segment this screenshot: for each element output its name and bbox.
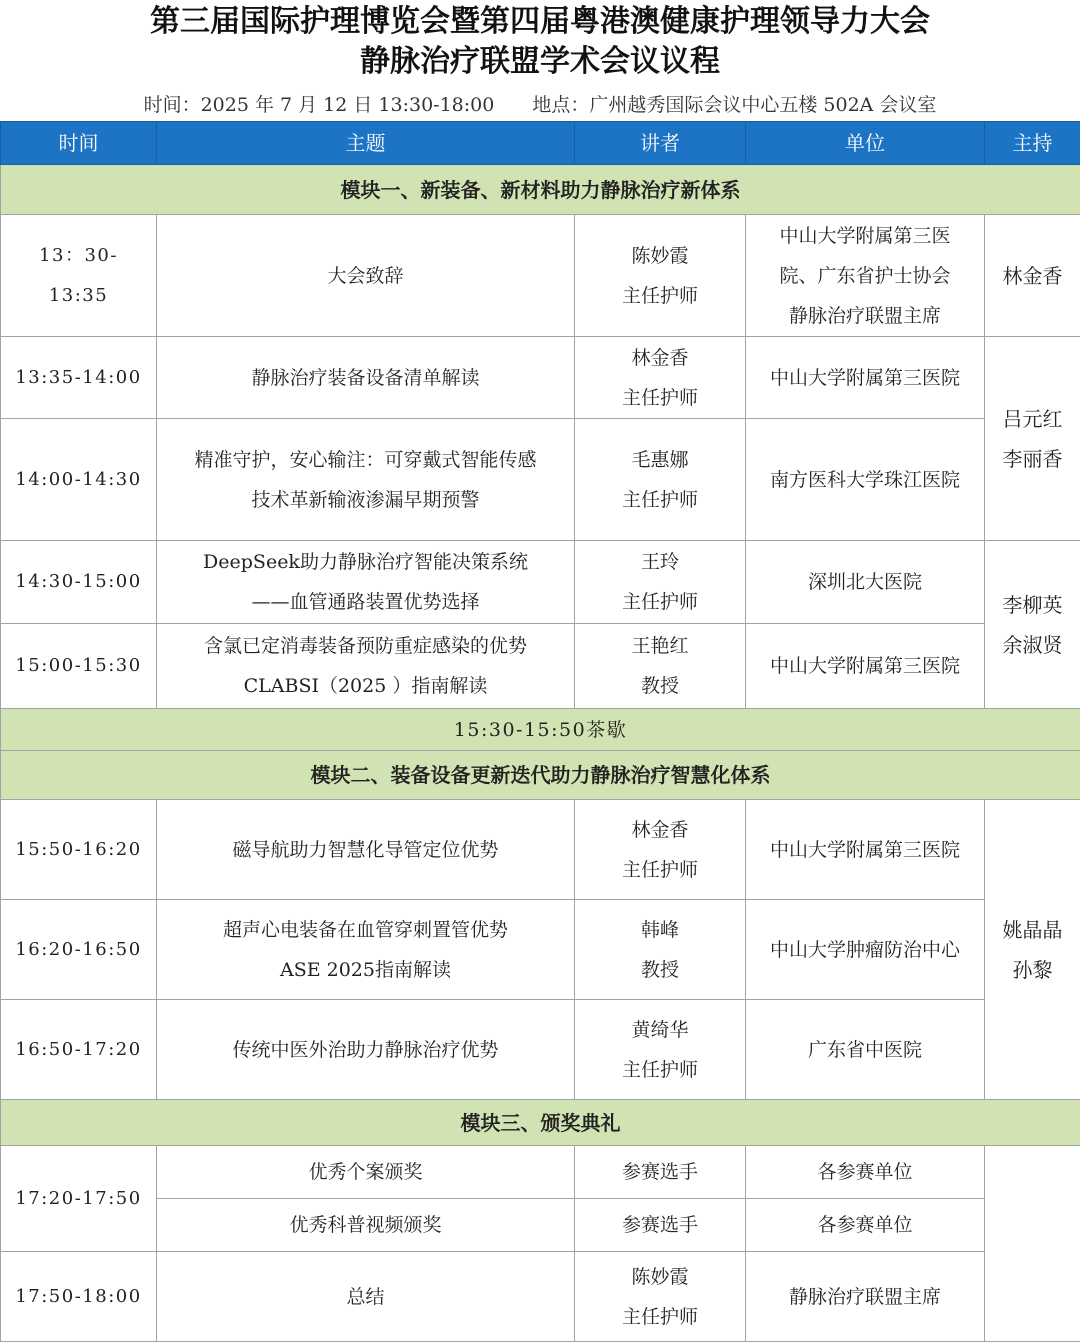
time-cell: 13:35-14:00 <box>1 337 157 419</box>
speaker-title: 主任护师 <box>579 1297 741 1337</box>
unit-cell <box>746 1252 985 1342</box>
speaker-title: 主任护师 <box>579 850 741 890</box>
speaker-title: 主任护师 <box>579 582 741 622</box>
topic-cell <box>157 337 575 419</box>
unit-text: 静脉治疗联盟主席 <box>750 1277 980 1317</box>
time-cell: 15:00-15:30 <box>1 624 157 709</box>
table-row <box>1 1146 1080 1199</box>
topic-text: 传统中医外治助力静脉治疗优势 <box>161 1030 570 1070</box>
speaker-title: 教授 <box>579 666 741 706</box>
unit-cell <box>746 419 985 541</box>
speaker-cell <box>575 800 746 900</box>
module-title: 模块三、颁奖典礼 <box>1 1100 1080 1146</box>
speaker-cell <box>575 1252 746 1342</box>
topic-cell <box>157 1000 575 1100</box>
unit-text: 南方医科大学珠江医院 <box>750 460 980 500</box>
header-speaker: 讲者 <box>575 122 746 165</box>
speaker-cell <box>575 1146 746 1199</box>
speaker-name: 林金香 <box>579 810 741 850</box>
topic-cell <box>157 1252 575 1342</box>
speaker-title: 教授 <box>579 950 741 990</box>
table-row <box>1 1252 1080 1342</box>
unit-cell <box>746 337 985 419</box>
header-time: 时间 <box>1 122 157 165</box>
speaker-title: 主任护师 <box>579 276 741 316</box>
speaker-name: 林金香 <box>579 338 741 378</box>
speaker-cell <box>575 1199 746 1252</box>
speaker-title: 主任护师 <box>579 480 741 520</box>
time-cell: 17:50-18:00 <box>1 1252 157 1342</box>
topic-text: 优秀个案颁奖 <box>161 1152 570 1192</box>
table-row <box>1 1000 1080 1100</box>
topic-cell <box>157 1199 575 1252</box>
module-row <box>1 165 1080 215</box>
unit-text: 各参赛单位 <box>750 1152 980 1192</box>
topic-text: 大会致辞 <box>161 256 570 296</box>
table-row <box>1 541 1080 624</box>
topic-cell <box>157 419 575 541</box>
unit-cell <box>746 900 985 1000</box>
agenda-title-line1: 第三届国际护理博览会暨第四届粤港澳健康护理领导力大会 <box>0 2 1080 42</box>
time-cell <box>1 215 157 337</box>
unit-text: 中山大学肿瘤防治中心 <box>750 930 980 970</box>
speaker-name: 毛惠娜 <box>579 440 741 480</box>
speaker-name: 王玲 <box>579 542 741 582</box>
time-text: 13:35 <box>5 276 152 316</box>
time-cell: 14:00-14:30 <box>1 419 157 541</box>
time-cell: 15:50-16:20 <box>1 800 157 900</box>
host-name: 余淑贤 <box>989 625 1076 665</box>
table-row <box>1 1199 1080 1252</box>
header-unit: 单位 <box>746 122 985 165</box>
speaker-cell <box>575 900 746 1000</box>
unit-text: 中山大学附属第三医院 <box>750 830 980 870</box>
table-header-row <box>1 122 1080 165</box>
unit-text: 中山大学附属第三医院 <box>750 358 980 398</box>
topic-text: ——血管通路装置优势选择 <box>161 582 570 622</box>
speaker-title: 主任护师 <box>579 1050 741 1090</box>
unit-text: 院、广东省护士协会 <box>750 256 980 296</box>
topic-text: CLABSI（2025 ）指南解读 <box>161 666 570 706</box>
time-cell: 16:50-17:20 <box>1 1000 157 1100</box>
table-row <box>1 419 1080 541</box>
module-row <box>1 751 1080 800</box>
module-title: 模块二、装备设备更新迭代助力静脉治疗智慧化体系 <box>1 751 1080 800</box>
host-cell <box>985 1146 1080 1342</box>
speaker-cell <box>575 337 746 419</box>
time-location-info: 时间：2025 年 7 月 12 日 13:30-18:00 地点：广州越秀国际会议中心五楼 502A 会议室 <box>0 90 1080 120</box>
speaker-name: 陈妙霞 <box>579 236 741 276</box>
unit-text: 广东省中医院 <box>750 1030 980 1070</box>
time-cell: 17:20-17:50 <box>1 1146 157 1252</box>
host-name: 林金香 <box>989 256 1076 296</box>
speaker-cell <box>575 419 746 541</box>
topic-text: 含氯已定消毒装备预防重症感染的优势 <box>161 626 570 666</box>
host-cell <box>985 541 1080 709</box>
speaker-name: 韩峰 <box>579 910 741 950</box>
topic-cell <box>157 541 575 624</box>
speaker-name: 黄绮华 <box>579 1010 741 1050</box>
unit-text: 深圳北大医院 <box>750 562 980 602</box>
tea-break-text: 15:30-15:50茶歇 <box>1 709 1080 751</box>
tea-break-row <box>1 709 1080 751</box>
host-cell <box>985 800 1080 1100</box>
topic-text: 精准守护，安心输注：可穿戴式智能传感 <box>161 440 570 480</box>
topic-text: ASE 2025指南解读 <box>161 950 570 990</box>
unit-cell <box>746 1146 985 1199</box>
unit-text: 静脉治疗联盟主席 <box>750 296 980 336</box>
host-cell <box>985 337 1080 541</box>
speaker-title: 主任护师 <box>579 378 741 418</box>
topic-text: 技术革新输液渗漏早期预警 <box>161 480 570 520</box>
unit-cell <box>746 1199 985 1252</box>
header-host: 主持 <box>985 122 1080 165</box>
table-row <box>1 800 1080 900</box>
topic-text: 优秀科普视频颁奖 <box>161 1205 570 1245</box>
topic-text: 总结 <box>161 1277 570 1317</box>
host-name: 孙黎 <box>989 950 1076 990</box>
speaker-cell <box>575 215 746 337</box>
table-row <box>1 215 1080 337</box>
unit-text: 各参赛单位 <box>750 1205 980 1245</box>
host-cell <box>985 215 1080 337</box>
topic-text: 静脉治疗装备设备清单解读 <box>161 358 570 398</box>
module-title: 模块一、新装备、新材料助力静脉治疗新体系 <box>1 165 1080 215</box>
topic-cell <box>157 215 575 337</box>
table-row <box>1 900 1080 1000</box>
host-name: 李柳英 <box>989 585 1076 625</box>
topic-text: 磁导航助力智慧化导管定位优势 <box>161 830 570 870</box>
unit-text: 中山大学附属第三医 <box>750 216 980 256</box>
topic-cell <box>157 800 575 900</box>
topic-cell <box>157 1146 575 1199</box>
unit-cell <box>746 624 985 709</box>
unit-cell <box>746 1000 985 1100</box>
topic-text: DeepSeek助力静脉治疗智能决策系统 <box>161 542 570 582</box>
table-row <box>1 337 1080 419</box>
topic-cell <box>157 900 575 1000</box>
time-cell: 14:30-15:00 <box>1 541 157 624</box>
host-name: 吕元红 <box>989 399 1076 439</box>
speaker-cell <box>575 541 746 624</box>
topic-cell <box>157 624 575 709</box>
header-topic: 主题 <box>157 122 575 165</box>
agenda-table <box>0 121 1080 1342</box>
table-row <box>1 624 1080 709</box>
module-row <box>1 1100 1080 1146</box>
speaker-cell <box>575 624 746 709</box>
speaker-name: 参赛选手 <box>579 1152 741 1192</box>
speaker-name: 王艳红 <box>579 626 741 666</box>
unit-cell <box>746 541 985 624</box>
time-cell: 16:20-16:50 <box>1 900 157 1000</box>
topic-text: 超声心电装备在血管穿刺置管优势 <box>161 910 570 950</box>
unit-cell <box>746 215 985 337</box>
speaker-name: 陈妙霞 <box>579 1257 741 1297</box>
agenda-title-line2: 静脉治疗联盟学术会议议程 <box>0 42 1080 82</box>
speaker-name: 参赛选手 <box>579 1205 741 1245</box>
time-text: 13：30- <box>5 236 152 276</box>
unit-cell <box>746 800 985 900</box>
host-name: 李丽香 <box>989 439 1076 479</box>
speaker-cell <box>575 1000 746 1100</box>
host-name: 姚晶晶 <box>989 910 1076 950</box>
unit-text: 中山大学附属第三医院 <box>750 646 980 686</box>
